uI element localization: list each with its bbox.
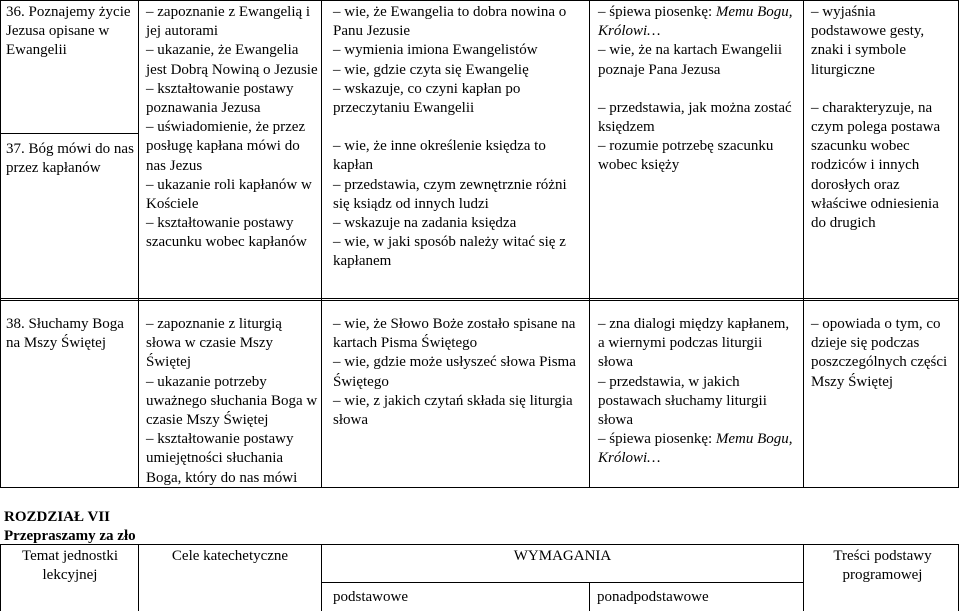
row-divider-36-37 — [0, 133, 138, 134]
extended-item: – rozumie potrzebę szacunku wobec księży — [598, 138, 774, 174]
content-36-37 — [811, 3, 953, 233]
table-middle-border-bottom — [0, 300, 959, 301]
basic-item: – wie, w jaki sposób należy witać się z kapłanem — [333, 234, 566, 270]
header-content: Treści podstawy programowej — [833, 548, 932, 583]
extended-item: – śpiewa piosenkę: Memu Bogu, Królowi… — [598, 431, 793, 467]
basic-item: – wie, z jakich czytań składa się liturgia słowa — [333, 392, 573, 429]
goal-item: – ukazanie, że Ewangelia jest Dobrą Nowiną o Jezusie — [146, 42, 318, 78]
header-col-line-2 — [321, 544, 322, 611]
basic-item: – wymienia imiona Ewangelistów — [333, 42, 538, 59]
topic-38: 38. Słuchamy Boga na Mszy Świętej — [6, 316, 124, 352]
col-line-3 — [589, 0, 590, 488]
goal-item: – ukazanie roli kapłanów w Kościele — [146, 176, 312, 213]
goal-item: – zapoznanie z liturgią słowa w czasie Mszy Świętej — [146, 316, 282, 371]
extended-38 — [598, 315, 798, 469]
basic-38 — [333, 315, 585, 430]
col-line-0 — [0, 0, 1, 488]
goals-36-37 — [146, 3, 318, 253]
header-col-line-4 — [803, 544, 804, 611]
goal-item: – kształtowanie postawy szacunku wobec kapłanów — [146, 215, 307, 251]
header-requirements-divider — [321, 582, 803, 583]
header-col-line-0 — [0, 544, 1, 611]
basic-item: – wskazuje, co czyni kapłan po przeczytaniu Ewangelii — [333, 80, 521, 117]
basic-item: – wskazuje na zadania księdza — [333, 215, 517, 232]
basic-item: – wie, gdzie może usłyszeć słowa Pisma Świętego — [333, 354, 576, 390]
goal-item: – uświadomienie, że przez posługę kapłana mówi do nas Jezus — [146, 119, 306, 174]
blank-line — [598, 80, 798, 99]
extended-item: – przedstawia, w jakich postawach słuchamy liturgii słowa — [598, 373, 767, 429]
content-item: – opowiada o tym, co dzieje się podczas poszczególnych części Mszy Świętej — [811, 316, 948, 390]
blank-line — [333, 118, 585, 137]
topic-37: 37. Bóg mówi do nas przez kapłanów — [6, 141, 134, 177]
col-line-1 — [138, 0, 139, 488]
goal-item: – ukazanie potrzeby uważnego słuchania Boga w czasie Mszy Świętej — [146, 373, 318, 429]
extended-item: – zna dialogi między kapłanem, a wiernymi podczas liturgii słowa — [598, 316, 790, 371]
basic-item: – wie, że Ewangelia to dobra nowina o Panu Jezusie — [333, 4, 567, 40]
extended-36-37 — [598, 3, 798, 176]
section-subtitle: Przepraszamy za zło — [4, 528, 136, 544]
header-table-top-border — [0, 544, 959, 545]
header-goals: Cele katechetyczne — [171, 548, 289, 564]
table-middle-border-top — [0, 298, 959, 299]
goals-38 — [146, 315, 318, 488]
topic-36: 36. Poznajemy życie Jezusa opisane w Ewangelii — [6, 4, 131, 59]
section-title: ROZDZIAŁ VII — [4, 509, 111, 525]
goal-item: – kształtowanie postawy umiejętności słuchania Boga, który do nas mówi — [146, 431, 298, 486]
header-col-line-1 — [138, 544, 139, 611]
content-38 — [811, 315, 953, 392]
header-col-line-3 — [589, 582, 590, 611]
basic-36-37 — [333, 3, 585, 272]
goal-item: – kształtowanie postawy poznawania Jezusa — [146, 80, 294, 117]
col-line-4 — [803, 0, 804, 488]
basic-item: – wie, że inne określenie księdza to kapłan — [333, 138, 546, 174]
extended-item: – śpiewa piosenkę: Memu Bogu, Królowi… — [598, 4, 793, 40]
basic-item: – wie, gdzie czyta się Ewangelię — [333, 61, 529, 78]
table-bottom-border — [0, 487, 959, 488]
goal-item: – zapoznanie z Ewangelią i jej autorami — [146, 4, 311, 40]
extended-item: – wie, że na kartach Ewangelii poznaje Pana Jezusa — [598, 42, 783, 78]
content-item: – charakteryzuje, na czym polega postawa szacunku wobec rodziców i innych dorosłych oraz właściwe odniesienia do drugich — [811, 99, 941, 232]
content-item: – wyjaśnia podstawowe gesty, znaki i symbole liturgiczne — [811, 4, 925, 78]
header-basic: podstawowe — [333, 589, 408, 605]
table-top-border — [0, 0, 959, 1]
basic-item: – przedstawia, czym zewnętrznie różni się ksiądz od innych ludzi — [333, 176, 567, 212]
header-topic: Temat jednostki lekcyjnej — [21, 548, 118, 583]
header-extended: ponadpodstawowe — [597, 589, 709, 605]
extended-item: – przedstawia, jak można zostać księdzem — [598, 99, 792, 136]
col-line-2 — [321, 0, 322, 488]
header-requirements: WYMAGANIA — [513, 548, 612, 564]
blank-line — [811, 80, 953, 99]
basic-item: – wie, że Słowo Boże zostało spisane na kartach Pisma Świętego — [333, 316, 576, 352]
